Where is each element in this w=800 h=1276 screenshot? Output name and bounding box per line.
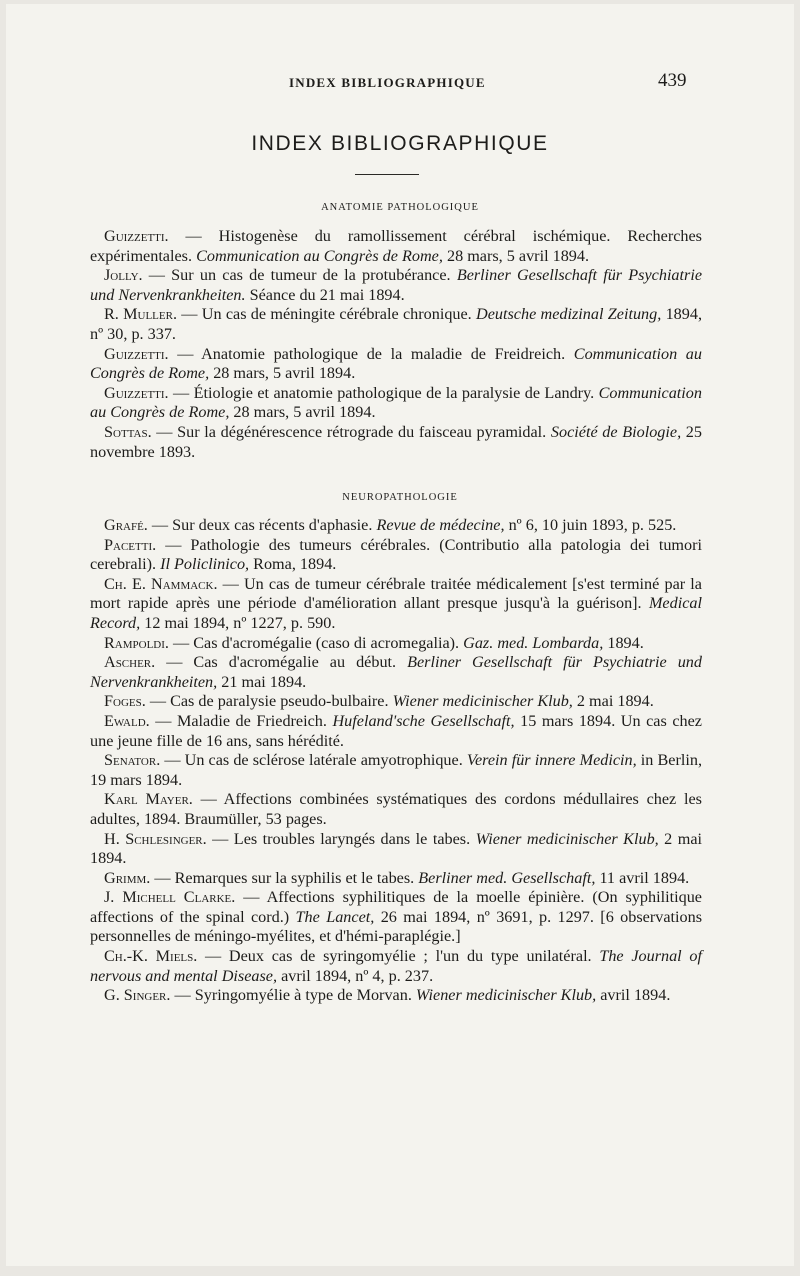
bibliography-entry: [90, 869, 702, 889]
entry-publication: Berliner med. Gesellschaft,: [418, 868, 596, 887]
entry-publication: Communication au Congrès de Rome,: [90, 344, 702, 383]
entry-text: — Maladie de Friedreich.: [149, 711, 333, 730]
entry-text: — Pathologie des tumeurs cérébrales. (Contributio alla patologia dei tumori cerebrali).: [90, 535, 702, 574]
entries-neuropathologie: [90, 516, 702, 1006]
entry-author: Jolly.: [104, 266, 143, 285]
running-title: INDEX BIBLIOGRAPHIQUE: [289, 75, 486, 90]
page-number: 439: [658, 70, 687, 91]
entry-details: 25 novembre 1893.: [90, 422, 702, 461]
bibliography-entry: [90, 986, 702, 1006]
entry-details: Séance du 21 mai 1894.: [245, 285, 405, 304]
entry-details: 11 avril 1894.: [595, 868, 690, 887]
entry-publication: Wiener medicinischer Klub,: [392, 692, 573, 711]
entries-anatomie: [90, 227, 702, 462]
entry-publication: Il Policlinico,: [160, 555, 250, 574]
entry-details: 21 mai 1894.: [217, 672, 307, 691]
entry-publication: Berliner Gesellschaft für Psychiatrie und Nervenkrankheiten.: [90, 266, 703, 304]
entry-author: Ewald.: [104, 711, 150, 730]
entry-details: Roma, 1894.: [249, 555, 337, 574]
entry-details: 2 mai 1894.: [572, 692, 654, 711]
entry-text: — Syringomyélie à type de Morvan.: [170, 986, 416, 1005]
entry-author: H. Schlesinger.: [104, 829, 207, 848]
entry-text: — Affections combinées systématiques des cordons médullaires chez les adultes, 1894. Braumüller, 53 pages.: [90, 790, 702, 828]
entry-publication: The Lancet,: [295, 907, 375, 926]
entry-author: Senator.: [104, 751, 161, 770]
entry-publication: Gaz. med. Lombarda,: [463, 633, 604, 652]
bibliography-entry: [90, 790, 702, 829]
entry-text: — Un cas de sclérose latérale amyotrophique.: [160, 751, 467, 770]
entry-text: — Cas d'acromégalie (caso di acromegalia).: [168, 633, 464, 652]
entry-publication: Medical Record,: [90, 594, 702, 632]
entry-author: Foges.: [104, 692, 146, 711]
bibliography-entry: [90, 634, 702, 654]
entry-text: — Un cas de méningite cérébrale chronique.: [177, 305, 477, 324]
entry-details: 12 mai 1894, nº 1227, p. 590.: [140, 613, 336, 632]
entry-details: avril 1894.: [596, 986, 671, 1005]
entry-text: — Anatomie pathologique de la maladie de Freidreich.: [168, 344, 574, 363]
entry-publication: Revue de médecine,: [376, 516, 505, 534]
running-head: [6, 70, 794, 94]
bibliography-entry: [90, 653, 702, 692]
entry-author: J. Michell Clarke.: [104, 888, 236, 907]
bibliography-entry: [90, 712, 702, 751]
section-heading-neuropathologie: NEUROPATHOLOGIE: [342, 492, 458, 503]
entry-publication: Verein für innere Medicin,: [466, 751, 637, 770]
entry-publication: The Journal of nervous and mental Disease,: [90, 947, 702, 985]
bibliography-entry: [90, 830, 702, 869]
entry-details: 28 mars, 5 avril 1894.: [209, 364, 356, 383]
entry-details: 26 mai 1894, nº 3691, p. 1297. [6 observations personnelles de méningo-myélites, et d'hémi-paraplégie.]: [90, 907, 702, 946]
entry-author: Rampoldi.: [104, 633, 169, 652]
entry-details: 15 mars 1894. Un cas chez une jeune fille de 16 ans, sans hérédité.: [90, 711, 702, 750]
entry-details: 28 mars, 5 avril 1894.: [229, 403, 376, 422]
entry-publication: Deutsche medizinal Zeitung,: [476, 305, 662, 324]
page-title: INDEX BIBLIOGRAPHIQUE: [251, 132, 549, 155]
entry-author: Guizzetti.: [104, 227, 169, 245]
bibliography-entry: [90, 305, 702, 344]
entry-publication: Berliner Gesellschaft für Psychiatrie und Nervenkrankheiten,: [90, 653, 702, 691]
entry-details: 28 mars, 5 avril 1894.: [442, 246, 590, 265]
entry-text: — Sur la dégénérescence rétrograde du faisceau pyramidal.: [151, 422, 551, 441]
book-page: [6, 4, 794, 1266]
entry-author: Karl Mayer.: [104, 790, 193, 809]
entry-author: G. Singer.: [104, 986, 171, 1005]
entry-text: — Affections syphilitiques de la moelle épinière. (On syphilitique affections of the spinal cord.): [90, 888, 702, 926]
entry-publication: Wiener medicinischer Klub,: [415, 986, 597, 1005]
entry-author: Grimm.: [104, 868, 151, 887]
entry-author: Ascher.: [104, 653, 156, 672]
bibliography-entry: [90, 536, 702, 575]
bibliography-entry: [90, 692, 702, 712]
entry-text: — Les troubles laryngés dans le tabes.: [206, 829, 476, 848]
entry-publication: Wiener medicinischer Klub,: [475, 829, 659, 848]
bibliography-entry: [90, 888, 702, 947]
entry-text: — Cas de paralysie pseudo-bulbaire.: [145, 692, 393, 711]
entry-author: Ch. E. Nammack.: [104, 574, 218, 593]
title-rule: [355, 174, 419, 175]
entry-text: — Deux cas de syringomyélie ; l'un du type unilatéral.: [197, 947, 600, 966]
bibliography-entry: [90, 516, 702, 536]
entry-publication: Communication au Congrès de Rome,: [90, 383, 702, 422]
entry-text: — Sur deux cas récents d'aphasie.: [147, 516, 377, 534]
section-heading-anatomie: ANATOMIE PATHOLOGIQUE: [321, 202, 479, 213]
entry-details: 2 mai 1894.: [90, 829, 703, 868]
entry-details: in Berlin, 19 mars 1894.: [90, 751, 702, 789]
entry-details: nº 6, 10 juin 1893, p. 525.: [504, 516, 677, 534]
bibliography-entry: [90, 575, 702, 634]
entry-publication: Communication au Congrès de Rome,: [196, 246, 443, 265]
entry-details: avril 1894, nº 4, p. 237.: [277, 966, 434, 985]
entry-text: — Cas d'acromégalie au début.: [155, 653, 408, 672]
entry-author: Sottas.: [104, 422, 152, 441]
entry-details: 1894.: [603, 633, 644, 652]
entry-text: — Remarques sur la syphilis et le tabes.: [150, 868, 419, 887]
bibliography-entry: [90, 423, 702, 462]
entry-author: R. Muller.: [104, 305, 178, 324]
bibliography-entry: [90, 751, 702, 790]
bibliography-entry: [90, 266, 702, 305]
entry-text: — Un cas de tumeur cérébrale traitée médicalement [s'est terminé par la mort rapide après une période d'amélioration allant presque jusqu'à la guérison].: [90, 574, 702, 613]
bibliography-entry: [90, 947, 702, 986]
entry-text: — Sur un cas de tumeur de la protubérance.: [142, 266, 457, 285]
entry-publication: Société de Biologie,: [550, 422, 682, 441]
entry-author: Grafé.: [104, 516, 148, 534]
bibliography-entry: [90, 227, 702, 266]
entry-details: 1894, nº 30, p. 337.: [90, 305, 703, 343]
entry-author: Ch.-K. Miels.: [104, 947, 198, 966]
entry-author: Guizzetti.: [104, 344, 169, 363]
bibliography-entry: [90, 345, 702, 384]
entry-author: Pacetti.: [104, 535, 157, 554]
entry-author: Guizzetti.: [104, 383, 169, 402]
entry-text: — Étiologie et anatomie pathologique de la paralysie de Landry.: [168, 383, 599, 402]
bibliography-entry: [90, 384, 702, 423]
entry-publication: Hufeland'sche Gesellschaft,: [332, 711, 515, 730]
entry-text: — Histogenèse du ramollissement cérébral ischémique. Recherches expérimentales.: [90, 227, 702, 265]
